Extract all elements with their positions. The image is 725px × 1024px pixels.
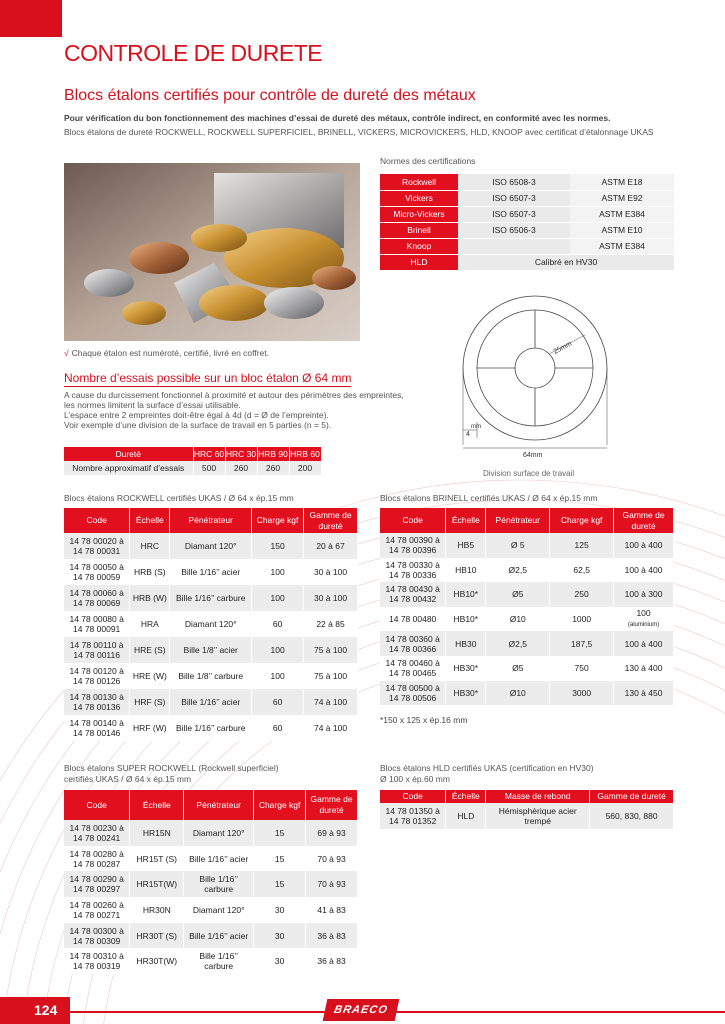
table-cell: 14 78 00130 à 14 78 00136 [64,689,130,715]
table-header: Gamme de dureté [306,790,358,820]
table-row [64,948,358,974]
normes-row [380,222,674,238]
essais-header: HRC 30 [225,449,257,459]
table-cell [380,533,446,558]
cell-text: 125 [574,540,589,551]
cell-text: HB5 [457,540,475,551]
table-cell: HR15T (S) [130,846,184,872]
normes-row [380,190,674,206]
rockwell-label: Blocs étalons ROCKWELL certifiés UKAS / Ø 64 x ép.15 mm [64,493,294,503]
normes-cell: ASTM E384 [570,206,674,222]
table-cell: 14 78 00230 à 14 78 00241 [64,820,130,846]
table-header: Échelle [446,508,486,533]
table-cell: 14 78 01350 à 14 78 01352 [380,803,446,829]
cell-text: HB30 [455,638,477,649]
table-cell: 20 à 67 [304,533,358,559]
diagram-label-25: 25mm [552,340,574,356]
check-icon: √ [64,348,69,358]
table-cell: 75 à 100 [304,663,358,689]
table-cell: HRE (W) [130,663,170,689]
table-header: Code [380,790,446,803]
table-cell: Diamant 120° [170,533,252,559]
hld-table [380,790,674,829]
cell-text: 100 à 400 [624,638,663,649]
table-cell [550,533,614,558]
cell-text: 14 78 00390 à 14 78 00396 [385,535,440,556]
table-cell [614,533,674,558]
table-cell [486,681,550,706]
essais-header: HRB 60 [290,449,320,459]
cell-text: 1000 [572,614,592,625]
table-cell: Bille 1/16’’ carbure [170,585,252,611]
cell-text: 3000 [572,687,592,698]
table-header: Code [380,508,446,533]
table-cell: 100 [252,585,304,611]
table-header: Charge kgf [550,508,614,533]
hld-label [380,763,594,785]
table-cell: Bille 1/16’’ carbure [184,871,254,897]
normes-cell [458,238,570,254]
table-cell [614,681,674,706]
table-cell [446,582,486,607]
table-cell: HLD [446,803,486,829]
cell-text: 250 [574,589,589,600]
table-cell: 14 78 00140 à 14 78 00146 [64,715,130,741]
table-cell [550,558,614,583]
table-cell [614,631,674,656]
essais-row-label: Nombre approximatif d’essais [64,461,193,475]
paragraph-line: A cause du durcissement fonctionnel à proximité et autour des périmètres des empreintes, [64,390,404,400]
table-cell [486,607,550,632]
essais-value: 260 [225,461,257,475]
table-cell: 14 78 00080 à 14 78 00091 [64,611,130,637]
table-cell: Bille 1/16’’ acier [170,559,252,585]
table-cell: 36 à 83 [306,948,358,974]
table-cell: 30 [254,923,306,949]
table-cell: HR15N [130,820,184,846]
table-cell [614,607,674,632]
intro-text [64,111,704,139]
table-cell: Bille 1/16’’ acier [184,846,254,872]
cell-text: 100 [636,608,651,619]
table-row [64,715,358,741]
normes-cell: ISO 6507-3 [458,206,570,222]
table-header: Échelle [130,790,184,820]
essais-header: HRB 90 [258,449,288,459]
table-cell: 30 [254,897,306,923]
intro-bold: Pour vérification du bon fonctionnement des machines d’essai de dureté des métaux, contrôle indirect, en conformité avec les normes. [64,113,611,123]
table-cell: Diamant 120° [170,611,252,637]
cell-text: 100 à 300 [624,589,663,600]
cell-text: Ø10 [509,687,526,698]
table-cell: 14 78 00060 à 14 78 00069 [64,585,130,611]
table-cell: 70 à 93 [306,871,358,897]
hld-label-line: Blocs étalons HLD certifiés UKAS (certification en HV30) [380,763,594,773]
certified-note [64,348,269,358]
normes-cell: ASTM E18 [570,174,674,190]
normes-cell: ISO 6508-3 [458,174,570,190]
essais-value: 500 [193,461,225,475]
normes-row-hld [380,254,674,270]
table-cell [446,533,486,558]
table-cell: 22 à 85 [304,611,358,637]
table-cell: 75 à 100 [304,637,358,663]
cell-text: HB30* [453,663,479,674]
intro-normal: Blocs étalons de dureté ROCKWELL, ROCKWELL SUPERFICIEL, BRINELL, VICKERS, MICROVICKERS, HLD, KNOOP avec certificat d’étalonnage UKAS [64,127,654,137]
table-cell: 14 78 00110 à 14 78 00116 [64,637,130,663]
table-cell: 41 à 83 [306,897,358,923]
certified-note-text: Chaque étalon est numéroté, certifié, livré en coffret. [71,348,270,358]
table-cell: HRB (W) [130,585,170,611]
table-row [380,681,674,706]
table-row [380,607,674,632]
table-cell [486,631,550,656]
table-cell: Bille 1/16’’ carbure [184,948,254,974]
table-header: Pénétrateur [184,790,254,820]
table-cell: 14 78 00120 à 14 78 00126 [64,663,130,689]
table-row [64,820,358,846]
table-cell [614,656,674,681]
brinell-table [380,508,674,705]
table-cell: 30 à 100 [304,585,358,611]
division-diagram [455,290,615,465]
table-header: Échelle [446,790,486,803]
table-header: Charge kgf [252,508,304,533]
diagram-label-mm: mm [471,424,481,430]
table-cell: 14 78 00300 à 14 78 00309 [64,923,130,949]
table-cell: 74 à 100 [304,715,358,741]
normes-cell: Micro-Vickers [380,206,458,222]
table-cell [550,681,614,706]
normes-cell: Rockwell [380,174,458,190]
table-row [380,803,674,829]
cell-text: 130 à 450 [624,687,663,698]
cell-text: 100 à 400 [624,540,663,551]
table-row [380,631,674,656]
corner-accent [0,0,62,37]
table-cell [550,582,614,607]
table-header: Gamme de dureté [304,508,358,533]
essais-header: HRC 60 [193,449,225,459]
table-cell: 15 [254,820,306,846]
table-cell: 74 à 100 [304,689,358,715]
table-cell [614,582,674,607]
normes-cell: Calibré en HV30 [458,254,674,270]
cell-text: HB30* [453,687,479,698]
essais-value: 200 [289,461,321,475]
table-header: Pénétrateur [486,508,550,533]
super-label-line: certifiés UKAS / Ø 64 x ép.15 mm [64,774,192,784]
table-cell: 30 [254,948,306,974]
table-cell: 14 78 00310 à 14 78 00319 [64,948,130,974]
diagram-label-64: 64mm [523,452,543,459]
table-cell: 15 [254,846,306,872]
cell-text: Ø2,5 [508,638,527,649]
table-header: Masse de rebond [486,790,590,803]
table-cell [380,656,446,681]
super-label [64,763,279,785]
normes-row [380,206,674,222]
table-cell: 60 [252,715,304,741]
table-header: Pénétrateur [170,508,252,533]
table-row [380,558,674,583]
cell-text: HB10 [455,564,477,575]
table-cell: HRC [130,533,170,559]
table-row [64,585,358,611]
table-cell: 14 78 00260 à 14 78 00271 [64,897,130,923]
table-cell [614,558,674,583]
table-cell: HRF (S) [130,689,170,715]
table-cell: HR30T (S) [130,923,184,949]
table-cell [446,656,486,681]
cell-text: HB10* [453,614,479,625]
cell-text: 130 à 400 [624,663,663,674]
product-photo [64,163,360,341]
table-cell [446,631,486,656]
essais-table [64,447,322,475]
paragraph-line: L’espace entre 2 empreintes doit-être égal à 4d (d = Ø de l’empreinte). [64,410,329,420]
cell-text: Ø 5 [510,540,525,551]
diagram-caption: Division surface de travail [483,469,575,478]
super-rockwell-table [64,790,358,974]
normes-cell: ASTM E10 [570,222,674,238]
table-cell: 70 à 93 [306,846,358,872]
normes-row [380,238,674,254]
table-cell: HRA [130,611,170,637]
normes-cell: Knoop [380,238,458,254]
table-cell: HR30T(W) [130,948,184,974]
table-header: Charge kgf [254,790,306,820]
cell-text: HB10* [453,589,479,600]
section-heading: Nombre d’essais possible sur un bloc étalon Ø 64 mm [64,371,352,385]
table-cell: 100 [252,559,304,585]
table-cell: 30 à 100 [304,559,358,585]
table-row [64,611,358,637]
normes-label: Normes des certifications [380,156,476,166]
table-cell [486,533,550,558]
table-cell: 100 [252,637,304,663]
normes-cell: Brinell [380,222,458,238]
table-row [64,871,358,897]
normes-row [380,174,674,190]
hld-label-line: Ø 100 x ép.60 mm [380,774,450,784]
paragraph-line: les normes limitent la surface d’essai utilisable. [64,400,241,410]
table-cell [380,681,446,706]
super-label-line: Blocs étalons SUPER ROCKWELL (Rockwell superficiel) [64,763,279,773]
table-cell [550,656,614,681]
table-row [64,559,358,585]
brinell-footnote: *150 x 125 x ép.16 mm [380,715,468,725]
table-cell: 14 78 00020 à 14 78 00031 [64,533,130,559]
table-cell [486,558,550,583]
page-number: 124 [34,1002,58,1018]
cell-text: 62,5 [573,564,590,575]
cell-text: 100 à 400 [624,564,663,575]
table-cell [446,607,486,632]
cell-text: 14 78 00500 à 14 78 00506 [385,682,440,703]
table-cell: 60 [252,611,304,637]
table-cell [380,582,446,607]
brinell-label: Blocs étalons BRINELL certifiés UKAS / Ø 64 x ép.15 mm [380,493,598,503]
cell-text: 14 78 00460 à 14 78 00465 [385,658,440,679]
table-cell: Bille 1/8’’ carbure [170,663,252,689]
cell-text: 750 [574,663,589,674]
table-row [380,533,674,558]
essais-header-label: Dureté [64,447,193,461]
cell-text: 187,5 [571,638,593,649]
table-cell [486,582,550,607]
cell-text: 14 78 00480 [389,614,437,625]
table-row [64,663,358,689]
table-cell [380,631,446,656]
table-cell: HRB (S) [130,559,170,585]
table-cell [486,656,550,681]
cell-text: 14 78 00330 à 14 78 00336 [385,559,440,580]
cell-text: 14 78 00360 à 14 78 00366 [385,633,440,654]
normes-table [380,174,674,271]
table-cell: Bille 1/8’’ acier [170,637,252,663]
table-cell: 36 à 83 [306,923,358,949]
normes-cell: ISO 6507-3 [458,190,570,206]
table-cell: Bille 1/16’’ acier [184,923,254,949]
normes-cell: ASTM E384 [570,238,674,254]
table-cell: 14 78 00290 à 14 78 00297 [64,871,130,897]
normes-cell: ISO 6506-3 [458,222,570,238]
table-header: Gamme de dureté [614,508,674,533]
cell-text: 14 78 00430 à 14 78 00432 [385,584,440,605]
table-cell: Hémisphèrique acier trempé [486,803,590,829]
table-header: Code [64,508,130,533]
table-row [64,923,358,949]
table-cell [380,607,446,632]
table-cell: HR15T(W) [130,871,184,897]
table-header: Gamme de dureté [590,790,674,803]
table-cell: HRE (S) [130,637,170,663]
rockwell-table [64,508,358,741]
table-cell: Diamant 120° [184,897,254,923]
table-cell: 15 [254,871,306,897]
table-cell [550,631,614,656]
paragraph-line: Voir exemple d’une division de la surface de travail en 5 parties (n = 5). [64,420,332,430]
table-cell: HRF (W) [130,715,170,741]
table-row [64,533,358,559]
table-cell: Bille 1/16’’ carbure [170,715,252,741]
table-cell: 14 78 00050 à 14 78 00059 [64,559,130,585]
table-cell: Bille 1/16’’ acier [170,689,252,715]
essais-value: 260 [257,461,289,475]
table-cell [550,607,614,632]
table-cell [446,681,486,706]
section-paragraph [64,390,404,430]
normes-cell: Vickers [380,190,458,206]
table-header: Code [64,790,130,820]
page-title: CONTROLE DE DURETE [64,40,323,66]
normes-cell: HLD [380,254,458,270]
normes-cell: ASTM E92 [570,190,674,206]
brand-logo: BRAECO [323,999,400,1021]
page-subtitle: Blocs étalons certifiés pour contrôle de dureté des métaux [64,87,476,104]
table-row [64,846,358,872]
table-cell: HR30N [130,897,184,923]
table-cell: 60 [252,689,304,715]
diagram-label-4: 4 [466,431,470,438]
table-cell [380,558,446,583]
table-cell: 150 [252,533,304,559]
table-cell: 100 [252,663,304,689]
table-row [64,897,358,923]
table-cell: Diamant 120° [184,820,254,846]
table-row [64,637,358,663]
table-row [64,689,358,715]
table-row [380,656,674,681]
table-cell: 69 à 93 [306,820,358,846]
cell-text: Ø2,5 [508,564,527,575]
cell-text: Ø5 [512,663,524,674]
cell-text: Ø5 [512,589,524,600]
table-cell: 14 78 00280 à 14 78 00287 [64,846,130,872]
table-header: Échelle [130,508,170,533]
cell-subnote: (aluminium) [627,622,660,629]
table-cell: 560, 830, 880 [590,803,674,829]
table-row [380,582,674,607]
table-cell [446,558,486,583]
cell-text: Ø10 [509,614,526,625]
